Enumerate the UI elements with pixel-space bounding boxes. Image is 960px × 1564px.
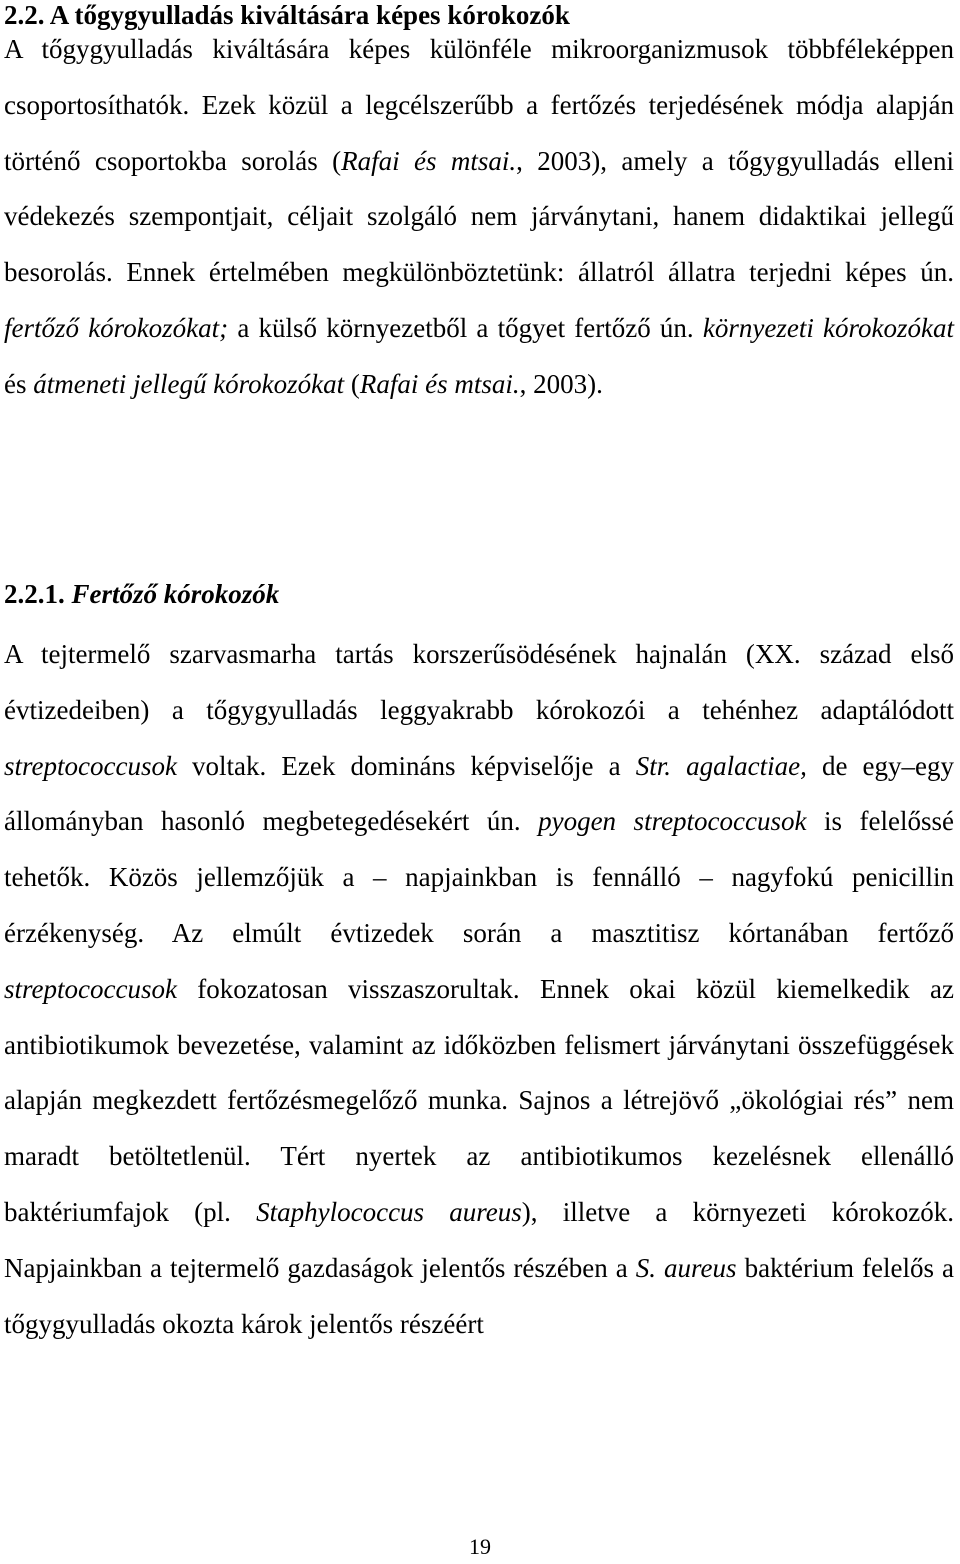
text-run: a külső környezetből a tőgyet fertőző ún. — [228, 312, 703, 343]
text-run: ), illetve a környezeti kórokozók. Napjainkban a tejtermelő gazdaságok jelentős részében a — [4, 1196, 954, 1283]
term-italic: streptococcusok — [4, 973, 177, 1004]
text-run: A tőgygyulladás kiváltására képes különféle mikroorganizmusok többféleképpen csoportosíthatók. Ezek közül a legcélszerűbb a fertőzés terjedésének módja alapján történő csoportokba sorolás ( — [4, 34, 954, 176]
text-run: , 2003), amely a tőgygyulladás elleni védekezés szempontjait, céljait szolgáló nem járványtani, hanem didaktikai jellegű besorolás. Ennek értelmében megkülönböztetünk: állatról állatra terjedni képes ún. — [4, 145, 954, 288]
text-run: fokozatosan visszaszorultak. Ennek okai közül kiemelkedik az antibiotikumok bevezetése, valamint az időközben felismert járványtani összefüggések alapján megkezdett fertőzésmegelőző munka. Sajnos a létrejövő „ökológiai rés” nem maradt betöltetlenül. Tért nyertek az antibiotikumos kezelésnek ellenálló baktériumfajok (pl. — [4, 973, 954, 1227]
citation-author: Rafai és mtsai. — [359, 368, 520, 399]
term-italic: S. aureus — [635, 1252, 737, 1283]
subsection-title: Fertőző kórokozók — [71, 579, 280, 609]
citation-author: Rafai és mtsai. — [341, 145, 517, 176]
text-run: és — [4, 368, 34, 399]
text-run: A tejtermelő szarvasmarha tartás korszerűsödésének hajnalán (XX. század első évtizedeiben) a tőgygyulladás leggyakrabb kórokozói a tehénhez adaptálódott — [4, 639, 954, 725]
section-number: 2.2. — [4, 0, 45, 30]
term-italic: átmeneti jellegű kórokozókat — [33, 368, 345, 399]
text-run: is felelőssé tehetők. Közös jellemzőjük a – napjainkban is fennálló – nagyfokú penicillin érzékenység. Az elmúlt évtizedek során a masztitisz kórtanában fertőző — [4, 806, 954, 948]
term-italic: Str. — [635, 750, 671, 781]
text-run — [671, 751, 686, 781]
term-italic: agalactiae, — [686, 750, 807, 781]
text-run: , 2003). — [519, 368, 603, 399]
text-run: voltak. Ezek domináns képviselője a — [176, 750, 636, 781]
term-italic: pyogen streptococcusok — [538, 806, 807, 837]
text-run: ( — [344, 368, 360, 399]
subsection-heading — [4, 576, 279, 612]
section-title: A tőgygyulladás kiváltására képes kórokozók — [49, 0, 570, 30]
term-italic: fertőző kórokozókat; — [4, 312, 229, 343]
term-italic: streptococcusok — [4, 750, 177, 781]
term-italic: környezeti kórokozókat — [702, 312, 954, 343]
term-italic: Staphylococcus aureus — [256, 1196, 522, 1227]
text-run: de egy–egy állományban hasonló megbetegedésekért ún. — [4, 750, 955, 837]
paragraph-intro — [4, 22, 954, 413]
page-number: 19 — [469, 1534, 491, 1559]
text-run: baktérium felelős a tőgygyulladás okozta károk jelentős részéért — [4, 1252, 955, 1339]
subsection-number: 2.2.1. — [4, 579, 65, 609]
paragraph-body — [4, 627, 954, 1352]
